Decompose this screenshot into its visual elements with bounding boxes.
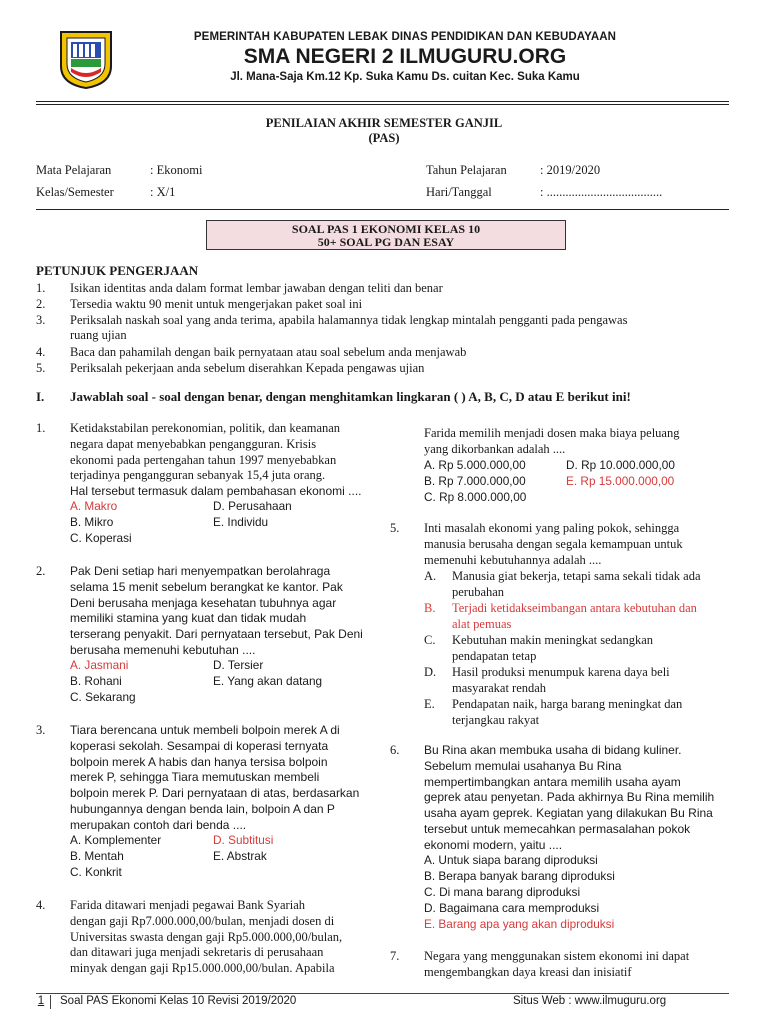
q5-number: 5. [390, 521, 400, 535]
tahun-value: : 2019/2020 [540, 163, 601, 177]
q3-text: Tiara berencana untuk membeli bolpoin merek A di koperasi sekolah. Sesampai di koperasi ternyata bolpoin merek A habis dan hanya tersisa bolpoin merek P, sehingga Tiara memutuskan membeli bolpoin merek P. Dari pernyataan di atas, berdasarkan hubungannya dengan benda lain, bolpoin A dan P merupakan contoh dari benda .... [70, 723, 360, 832]
q1-option-e[interactable]: E. Individu [213, 515, 269, 529]
footer-title: Soal PAS Ekonomi Kelas 10 Revisi 2019/2020 [60, 995, 297, 1007]
soal-box-line1: SOAL PAS 1 EKONOMI KELAS 10 [291, 222, 481, 236]
q1-number: 1. [36, 421, 46, 435]
q2-option-b[interactable]: B. Rohani [70, 674, 122, 688]
q6-text: Bu Rina akan membuka usaha di bidang kuliner. Sebelum memulai usahanya Bu Rina mempertimbangkan antara memilih usaha ayam geprek atau penyetan. Pada akhirnya Bu Rina memilih usaha ayam geprek. Kegiatan yang dilakukan Bu Rina tersebut untuk memecahkan permasalahan pokok ekonomi modern, yaitu .... [424, 743, 715, 852]
q6-option-d[interactable]: D. Bagaimana cara memproduksi [424, 901, 600, 915]
q7-text: Negara yang menggunakan sistem ekonomi ini dapat mengembangkan daya kreasi dan inisiatif [424, 949, 690, 979]
q6-option-b[interactable]: B. Berapa banyak barang diproduksi [424, 869, 615, 883]
q5-text: Inti masalah ekonomi yang paling pokok, sehingga manusia berusaha dengan segala kemampuan untuk memenuhi kebutuhannya adalah .... [424, 521, 683, 567]
petunjuk-num-5: 5. [36, 361, 46, 375]
q4-option-a[interactable]: A. Rp 5.000.000,00 [424, 458, 526, 472]
kelas-value: : X/1 [150, 185, 176, 199]
petunjuk-num-3: 3. [36, 313, 46, 327]
petunjuk-text-3: Periksalah naskah soal yang anda terima, apabila halamannya tidak lengkap mintalah pengganti pada pengawas [70, 313, 628, 327]
footer-divider [36, 993, 729, 994]
exam-subtitle: (PAS) [368, 131, 400, 145]
q2-number: 2. [36, 564, 46, 578]
q2-option-c[interactable]: C. Sekarang [70, 690, 136, 704]
q2-option-d[interactable]: D. Tersier [213, 658, 264, 672]
q4-text-cont: Farida memilih menjadi dosen maka biaya peluang yang dikorbankan adalah .... [424, 426, 680, 456]
q5-option-c[interactable]: C. Kebutuhan makin meningkat sedangkan pendapatan tetap [424, 633, 653, 663]
q1-option-a[interactable]: A. Makro [70, 499, 118, 513]
q4-option-e[interactable]: E. Rp 15.000.000,00 [566, 474, 675, 488]
info-divider [36, 209, 729, 210]
soal-box-line2: 50+ SOAL PG DAN ESAY [317, 235, 455, 249]
school-crest-icon [57, 28, 115, 90]
mapel-label: Mata Pelajaran [36, 163, 112, 177]
q3-option-c[interactable]: C. Konkrit [70, 865, 122, 879]
q3-option-b[interactable]: B. Mentah [70, 849, 124, 863]
q6-option-a[interactable]: A. Untuk siapa barang diproduksi [424, 853, 598, 867]
footer-separator [50, 995, 51, 1009]
petunjuk-text-1: Isikan identitas anda dalam format lembar jawaban dengan teliti dan benar [70, 281, 443, 295]
q4-number: 4. [36, 898, 46, 912]
petunjuk-text-3b: ruang ujian [70, 328, 127, 342]
q6-option-c[interactable]: C. Di mana barang diproduksi [424, 885, 581, 899]
exam-title: PENILAIAN AKHIR SEMESTER GANJIL [265, 116, 503, 130]
q1-text: Ketidakstabilan perekonomian, politik, dan keamanan negara dapat menyebabkan pengangguran. Krisis ekonomi pada pertengahan tahun 1997 menyebabkan terjadinya pengangguran sebanyak 15,4 juta orang. Hal tersebut termasuk dalam pembahasan ekonomi .... [70, 421, 362, 499]
header-divider-thin [36, 104, 729, 105]
petunjuk-text-5: Periksalah pekerjaan anda sebelum diserahkan Kepada pengawas ujian [70, 361, 425, 375]
q1-option-c[interactable]: C. Koperasi [70, 531, 132, 545]
soal-title-box [206, 220, 566, 250]
section-number: I. [36, 389, 45, 404]
petunjuk-num-1: 1. [36, 281, 46, 295]
q3-option-d[interactable]: D. Subtitusi [213, 833, 274, 847]
hari-value: : ..................................... [540, 185, 663, 199]
q7-number: 7. [390, 949, 400, 963]
q4-text: Farida ditawari menjadi pegawai Bank Syariah dengan gaji Rp7.000.000,00/bulan, menjadi dosen di Universitas swasta dengan gaji Rp5.000.000,00/bulan, dan ditawari juga menjadi sekretaris di perusahaan minyak dengan gaji Rp15.000.000,00/bulan. Apabila [70, 898, 343, 976]
hari-label: Hari/Tanggal [426, 185, 492, 199]
petunjuk-title: PETUNJUK PENGERJAAN [36, 263, 199, 278]
petunjuk-num-4: 4. [36, 345, 46, 359]
header-divider [36, 101, 729, 102]
q5-option-e[interactable]: E. Pendapatan naik, harga barang meningkat dan terjangkau rakyat [424, 697, 683, 727]
q5-option-a[interactable]: A. Manusia giat bekerja, tetapi sama sekali tidak ada perubahan [424, 569, 701, 599]
petunjuk-text-2: Tersedia waktu 90 menit untuk mengerjakan paket soal ini [70, 297, 363, 311]
q3-number: 3. [36, 723, 46, 737]
q1-option-b[interactable]: B. Mikro [70, 515, 114, 529]
q5-option-b[interactable]: B. Terjadi ketidakseimbangan antara kebutuhan dan alat pemuas [424, 601, 697, 631]
q2-option-a[interactable]: A. Jasmani [70, 658, 129, 672]
q6-number: 6. [390, 743, 400, 757]
q6-option-e[interactable]: E. Barang apa yang akan diproduksi [424, 917, 615, 931]
tahun-label: Tahun Pelajaran [426, 163, 507, 177]
q4-option-c[interactable]: C. Rp 8.000.000,00 [424, 490, 527, 504]
q1-option-d[interactable]: D. Perusahaan [213, 499, 292, 513]
kelas-label: Kelas/Semester [36, 185, 114, 199]
footer-page-number: 1 [37, 995, 45, 1007]
header-address: Jl. Mana-Saja Km.12 Kp. Suka Kamu Ds. cuitan Kec. Suka Kamu [230, 71, 580, 83]
q2-option-e[interactable]: E. Yang akan datang [213, 674, 323, 688]
q4-option-b[interactable]: B. Rp 7.000.000,00 [424, 474, 526, 488]
q5-option-d[interactable]: D. Hasil produksi menumpuk karena daya beli masyarakat rendah [424, 665, 670, 695]
mapel-value: : Ekonomi [150, 163, 203, 177]
q3-option-e[interactable]: E. Abstrak [213, 849, 267, 863]
petunjuk-text-4: Baca dan pahamilah dengan baik pernyataan atau soal sebelum anda menjawab [70, 345, 467, 359]
header-government: PEMERINTAH KABUPATEN LEBAK DINAS PENDIDIKAN DAN KEBUDAYAAN [193, 31, 617, 43]
footer-website[interactable]: Situs Web : www.ilmuguru.org [513, 995, 667, 1007]
petunjuk-num-2: 2. [36, 297, 46, 311]
header-school-name: SMA NEGERI 2 ILMUGURU.ORG [243, 45, 567, 68]
section-instruction: Jawablah soal - soal dengan benar, dengan menghitamkan lingkaran ( ) A, B, C, D atau E berikut ini! [70, 389, 631, 404]
q3-option-a[interactable]: A. Komplementer [70, 833, 162, 847]
q2-text: Pak Deni setiap hari menyempatkan berolahraga selama 15 menit sebelum berangkat ke kantor. Pak Deni berusaha menjaga kesehatan tubuhnya agar memiliki stamina yang kuat dan tidak mudah terserang penyakit. Dari pernyataan tersebut, Pak Deni berusaha memenuhi kebutuhan .... [70, 564, 363, 657]
q4-option-d[interactable]: D. Rp 10.000.000,00 [566, 458, 675, 472]
